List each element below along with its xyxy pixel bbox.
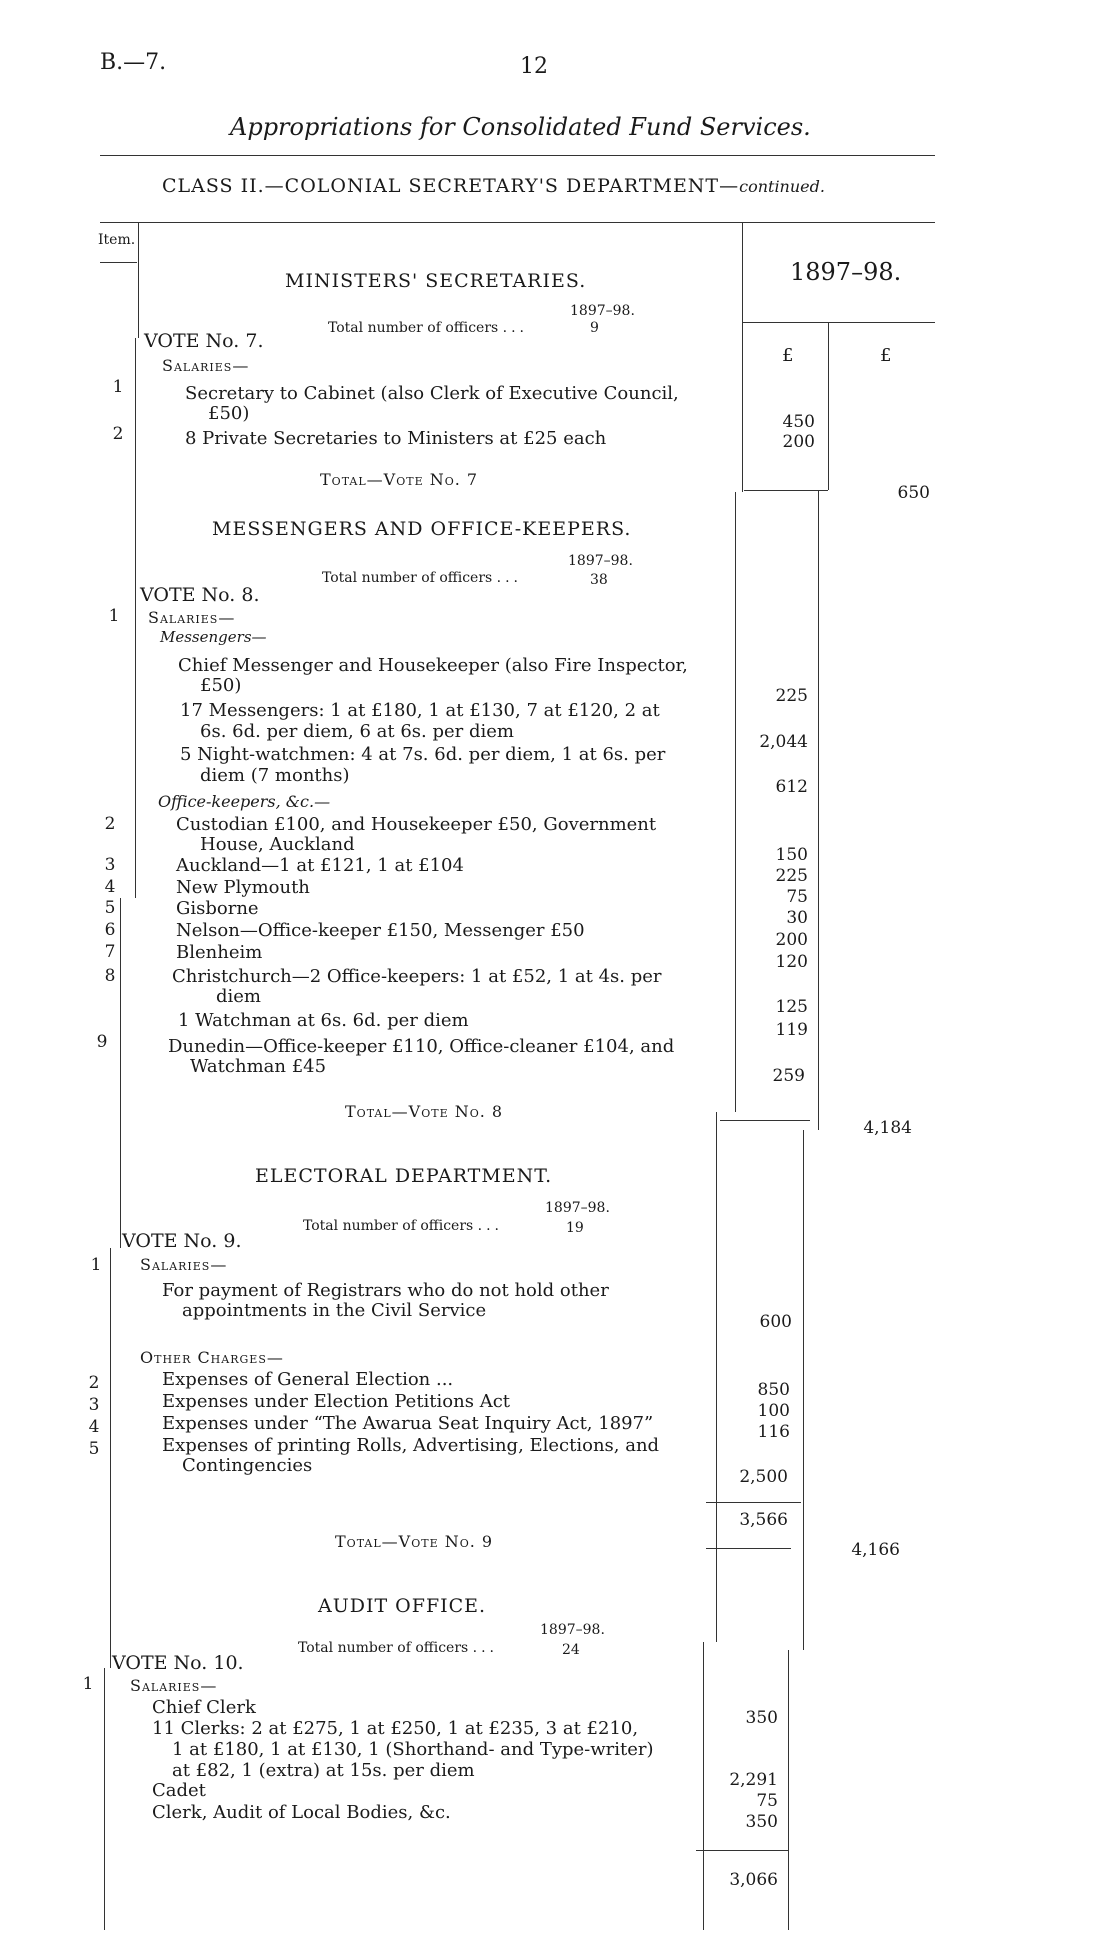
item-number: 4 <box>88 1417 100 1437</box>
row-description-cont: Contingencies <box>182 1455 313 1476</box>
class-rule <box>100 222 935 223</box>
page-title: Appropriations for Consolidated Fund Services. <box>230 113 811 141</box>
row-amount: 350 <box>745 1812 778 1832</box>
year-header-rule <box>742 322 935 323</box>
amount-column-divider <box>742 222 743 492</box>
row-amount: 2,500 <box>739 1467 788 1487</box>
messengers-officers-count: 38 <box>590 572 608 588</box>
item-number: 1 <box>82 1674 94 1694</box>
row-amount: 259 <box>772 1066 805 1086</box>
vote-10-subtotal: 3,066 <box>729 1870 778 1890</box>
row-description: Clerk, Audit of Local Bodies, &c. <box>152 1802 451 1823</box>
item-number: 5 <box>88 1439 100 1459</box>
row-amount: 450 <box>782 412 815 432</box>
subtotal-column-divider <box>828 322 829 490</box>
row-description: Expenses of General Election ... <box>162 1369 454 1390</box>
item-number: 2 <box>104 814 116 834</box>
messengers-officers-label: Total number of officers ... <box>322 570 523 586</box>
vote-8-heading: VOTE No. 8. <box>140 584 260 606</box>
vote-10-subtotal-rule <box>696 1850 788 1851</box>
officers-label: Total number of officers <box>298 1640 469 1656</box>
row-description: Custodian £100, and Housekeeper £50, Government <box>176 814 657 835</box>
electoral-officers-label: Total number of officers ... <box>303 1218 504 1234</box>
ministers-officers-count: 9 <box>590 320 599 336</box>
vote-10-heading: VOTE No. 10. <box>112 1652 244 1674</box>
vote-8-total-rule <box>720 1120 810 1121</box>
row-amount: 350 <box>745 1708 778 1728</box>
audit-heading: AUDIT OFFICE. <box>318 1595 487 1617</box>
row-description-cont: 1 at £180, 1 at £130, 1 (Shorthand- and Type-writer) <box>172 1739 654 1760</box>
vote-8-total-label: Total—Vote No. 8 <box>345 1102 504 1121</box>
item-number: 1 <box>112 377 124 397</box>
row-amount: 120 <box>775 952 808 972</box>
item-number: 1 <box>108 606 120 626</box>
row-description: Nelson—Office-keeper £150, Messenger £50 <box>176 920 585 941</box>
item-number: 9 <box>96 1032 108 1052</box>
audit-officers-label: Total number of officers ... <box>298 1640 499 1656</box>
row-description: 8 Private Secretaries to Ministers at £25 each <box>185 428 607 449</box>
document-reference: B.—7. <box>100 50 167 75</box>
office-keepers-subheading: Office-keepers, &c.— <box>158 792 331 811</box>
row-amount: 75 <box>756 1791 778 1811</box>
row-amount: 75 <box>786 887 808 907</box>
row-description: Cadet <box>152 1780 206 1801</box>
electoral-heading: ELECTORAL DEPARTMENT. <box>255 1165 553 1187</box>
item-column-divider <box>110 1248 111 1668</box>
row-description-cont: £50) <box>208 403 250 424</box>
row-description-cont: appointments in the Civil Service <box>182 1300 487 1321</box>
row-description: Expenses under “The Awarua Seat Inquiry Act, 1897” <box>162 1413 654 1434</box>
row-amount: 225 <box>775 686 808 706</box>
row-description: Expenses of printing Rolls, Advertising, Elections, and <box>162 1435 660 1456</box>
vote-7-salaries: Salaries— <box>162 356 250 375</box>
vote-8-salaries: Salaries— <box>148 608 236 627</box>
vote-9-total: 4,166 <box>851 1540 900 1560</box>
row-description-cont: diem (7 months) <box>200 765 350 786</box>
officers-label: Total number of officers <box>322 570 493 586</box>
row-description: For payment of Registrars who do not hold other <box>162 1280 609 1301</box>
vote-9-total-rule <box>706 1548 791 1549</box>
amount-column-divider <box>703 1642 704 1930</box>
row-description: Blenheim <box>176 942 263 963</box>
header-rule <box>100 155 935 156</box>
page-number: 12 <box>520 54 548 79</box>
item-column-divider <box>138 222 139 338</box>
electoral-officers-count: 19 <box>566 1220 584 1236</box>
audit-officers-year: 1897–98. <box>540 1622 605 1638</box>
messengers-heading: MESSENGERS AND OFFICE-KEEPERS. <box>212 518 632 540</box>
row-description: 1 Watchman at 6s. 6d. per diem <box>178 1010 469 1031</box>
item-number: 3 <box>104 855 116 875</box>
row-amount: 125 <box>775 997 808 1017</box>
row-description-cont: House, Auckland <box>200 834 355 855</box>
row-amount: 200 <box>782 432 815 452</box>
row-description-cont: £50) <box>200 675 242 696</box>
messengers-officers-year: 1897–98. <box>568 553 633 569</box>
row-description: Secretary to Cabinet (also Clerk of Executive Council, <box>185 383 679 404</box>
item-number: 1 <box>90 1255 102 1275</box>
row-description: Dunedin—Office-keeper £110, Office-cleaner £104, and <box>168 1036 675 1057</box>
vote-9-salaries: Salaries— <box>140 1255 228 1274</box>
electoral-officers-year: 1897–98. <box>545 1200 610 1216</box>
vote-7-total-rule <box>744 490 828 491</box>
row-amount: 100 <box>757 1401 790 1421</box>
vote-7-heading: VOTE No. 7. <box>144 330 264 352</box>
vote-8-total: 4,184 <box>863 1118 912 1138</box>
item-column-divider <box>120 898 121 1248</box>
item-number: 8 <box>104 966 116 986</box>
row-amount: 850 <box>757 1380 790 1400</box>
item-number: 6 <box>104 920 116 940</box>
item-number: 2 <box>88 1373 100 1393</box>
row-description: Gisborne <box>176 898 259 919</box>
row-description: 17 Messengers: 1 at £180, 1 at £130, 7 at £120, 2 at <box>180 700 660 721</box>
item-header-rule <box>100 262 137 263</box>
row-description: Christchurch—2 Office-keepers: 1 at £52, 1 at 4s. per <box>172 966 662 987</box>
class-heading-text: CLASS II.—COLONIAL SECRETARY'S DEPARTMENT— <box>162 175 740 197</box>
vote-9-subtotal: 3,566 <box>739 1510 788 1530</box>
amount-column-divider <box>716 1112 717 1642</box>
amount-column-divider <box>735 492 736 1112</box>
messengers-subheading: Messengers— <box>160 628 267 646</box>
row-amount: 116 <box>757 1422 790 1442</box>
class-heading-continued: continued. <box>739 177 825 196</box>
row-amount: 612 <box>775 777 808 797</box>
row-description-cont: at £82, 1 (extra) at 15s. per diem <box>172 1760 475 1781</box>
row-description: Chief Clerk <box>152 1697 256 1718</box>
pound-sign-amounts: £ <box>782 345 794 366</box>
row-description: New Plymouth <box>176 877 310 898</box>
row-description-cont: diem <box>216 986 261 1007</box>
officers-label: Total number of officers <box>328 320 499 336</box>
vote-10-salaries: Salaries— <box>130 1676 218 1695</box>
ministers-officers-year: 1897–98. <box>570 303 635 319</box>
item-column-header: Item. <box>98 232 136 248</box>
row-amount: 150 <box>775 845 808 865</box>
item-number: 4 <box>104 877 116 897</box>
row-amount: 30 <box>786 908 808 928</box>
row-amount: 600 <box>759 1312 792 1332</box>
item-column-divider <box>135 338 136 898</box>
row-description: Auckland—1 at £121, 1 at £104 <box>176 855 464 876</box>
row-description-cont: 6s. 6d. per diem, 6 at 6s. per diem <box>200 721 514 742</box>
subtotal-column-divider <box>788 1650 789 1930</box>
officers-label: Total number of officers <box>303 1218 474 1234</box>
row-amount: 200 <box>775 930 808 950</box>
item-number: 3 <box>88 1395 100 1415</box>
row-description: 11 Clerks: 2 at £275, 1 at £250, 1 at £235, 3 at £210, <box>152 1718 639 1739</box>
subtotal-column-divider <box>803 1130 804 1650</box>
vote-7-total-label: Total—Vote No. 7 <box>320 470 479 489</box>
item-column-divider <box>104 1668 105 1930</box>
item-number: 5 <box>104 898 116 918</box>
vote-9-total-label: Total—Vote No. 9 <box>335 1532 494 1551</box>
item-number: 7 <box>104 942 116 962</box>
row-amount: 225 <box>775 866 808 886</box>
audit-officers-count: 24 <box>562 1642 580 1658</box>
row-amount: 2,044 <box>759 732 808 752</box>
item-number: 2 <box>112 424 124 444</box>
vote-9-heading: VOTE No. 9. <box>122 1230 242 1252</box>
year-column-header: 1897–98. <box>790 258 902 286</box>
row-amount: 119 <box>775 1020 808 1040</box>
class-heading <box>162 175 825 197</box>
subtotal-column-divider <box>818 490 819 1130</box>
ministers-heading: MINISTERS' SECRETARIES. <box>285 270 587 292</box>
vote-9-subtotal-rule <box>706 1502 801 1503</box>
row-description: Chief Messenger and Housekeeper (also Fire Inspector, <box>178 655 688 676</box>
row-description: 5 Night-watchmen: 4 at 7s. 6d. per diem, 1 at 6s. per <box>180 744 666 765</box>
vote-9-other-charges: Other Charges— <box>140 1348 284 1367</box>
row-amount: 2,291 <box>729 1770 778 1790</box>
pound-sign-totals: £ <box>880 345 892 366</box>
ministers-officers-label: Total number of officers ... <box>328 320 529 336</box>
row-description-cont: Watchman £45 <box>190 1056 327 1077</box>
row-description: Expenses under Election Petitions Act <box>162 1391 511 1412</box>
vote-7-total: 650 <box>897 483 930 503</box>
